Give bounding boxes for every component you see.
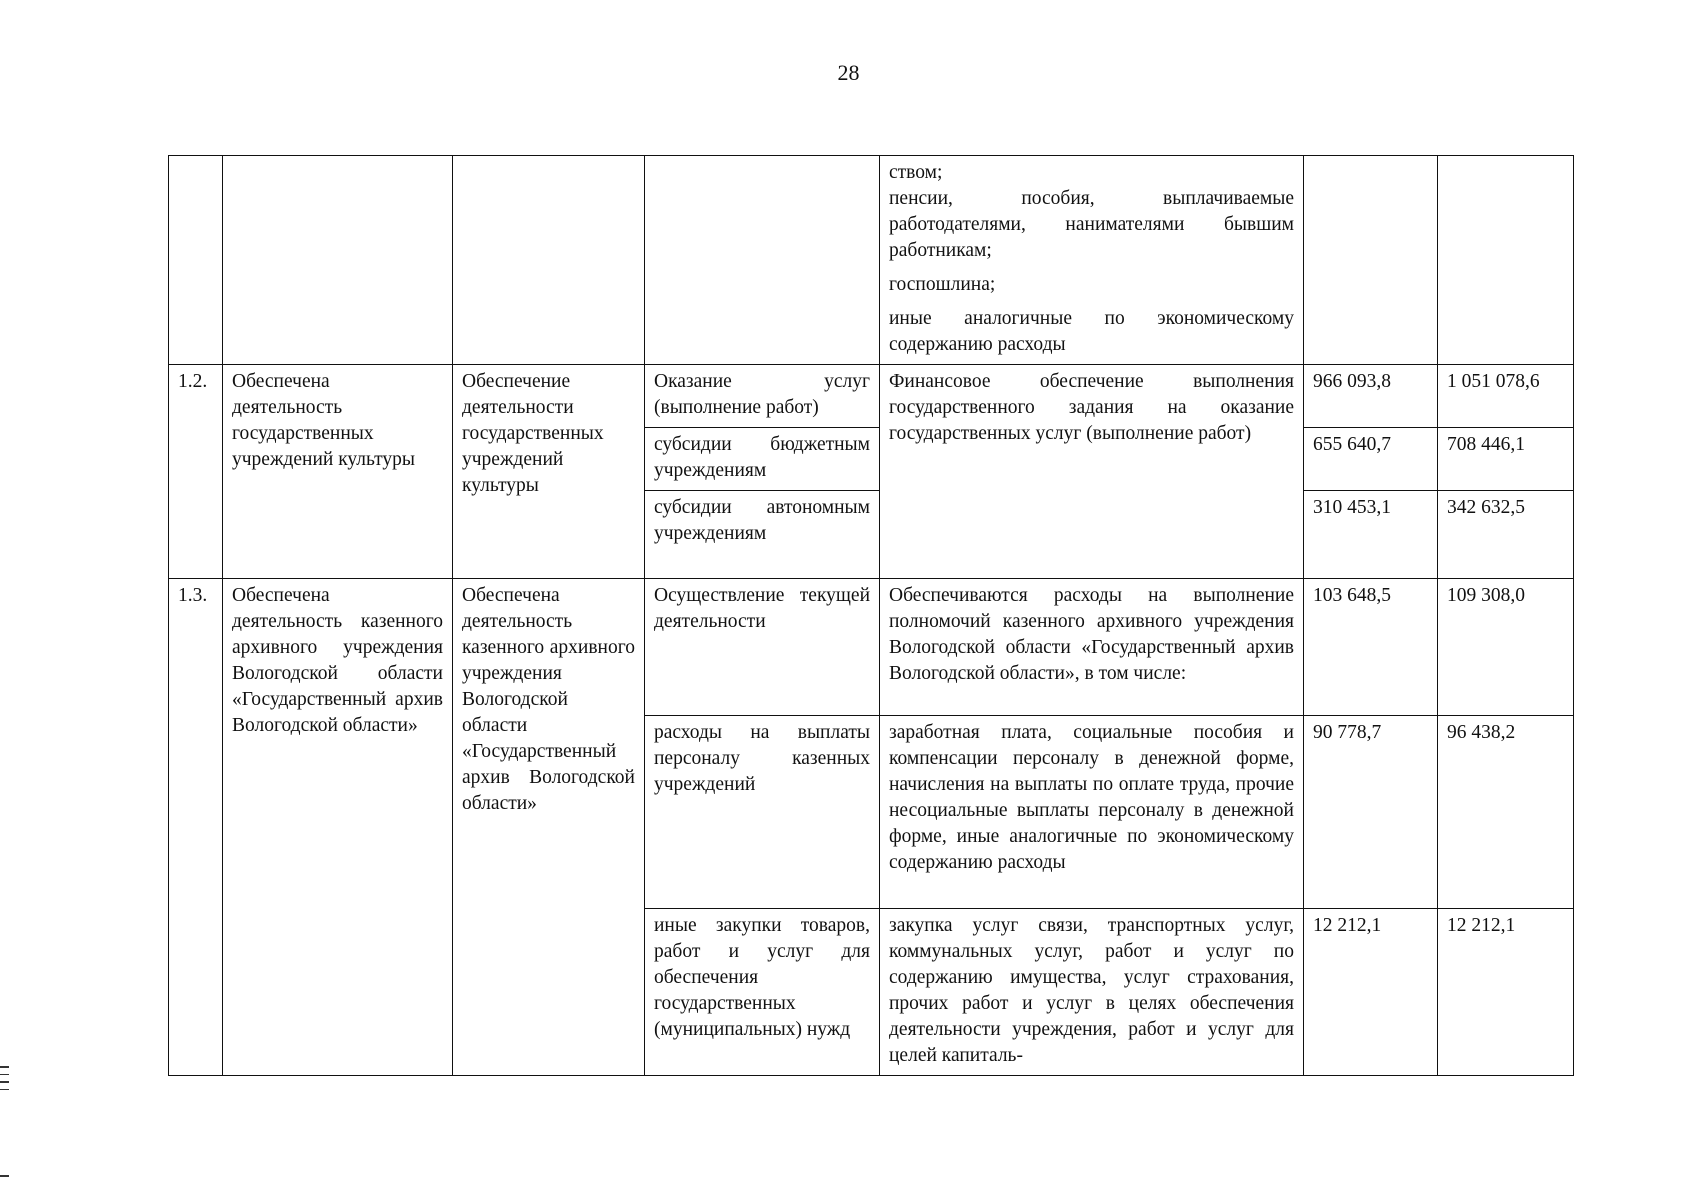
cell-amount-1 <box>1304 156 1438 365</box>
cell-amount-2: 342 632,5 <box>1438 491 1574 579</box>
cell-amount-1: 966 093,8 <box>1304 365 1438 428</box>
expense-line: пенсии, пособия, выплачиваемые работодателями, нанимателями бывшим работникам; <box>889 188 1294 261</box>
cell-task: Обеспечена деятельность казенного архивного учреждения Вологодской области «Государственный архив Вологодской области» <box>453 579 645 1076</box>
cell-expense: Обеспечиваются расходы на выполнение полномочий казенного архивного учреждения Вологодской области «Государственный архив Вологодской области», в том числе: <box>880 579 1304 716</box>
expense-line: госпошлина; <box>889 274 996 295</box>
cell-result: Обеспечена деятельность казенного архивного учреждения Вологодской области «Государственный архив Вологодской области» <box>223 579 453 1076</box>
budget-table <box>168 155 1574 1076</box>
cell-result: Обеспечена деятельность государственных учреждений культуры <box>223 365 453 579</box>
scan-edge-marks <box>0 1066 9 1096</box>
table-row <box>169 156 1574 365</box>
cell-direction: иные закупки товаров, работ и услуг для обеспечения государственных (муниципальных) нужд <box>645 909 880 1076</box>
cell-amount-2: 708 446,1 <box>1438 428 1574 491</box>
expense-line: ством; <box>889 162 943 183</box>
cell-task: Обеспечение деятельности государственных учреждений культуры <box>453 365 645 579</box>
expense-line: иные аналогичные по экономическому содержанию расходы <box>889 308 1294 355</box>
cell-task <box>453 156 645 365</box>
cell-amount-2 <box>1438 156 1574 365</box>
cell-amount-1: 12 212,1 <box>1304 909 1438 1076</box>
cell-direction: Осуществление текущей деятельности <box>645 579 880 716</box>
cell-expense <box>880 156 1304 365</box>
cell-amount-1: 310 453,1 <box>1304 491 1438 579</box>
scan-edge-dash <box>0 1175 9 1177</box>
cell-amount-2: 109 308,0 <box>1438 579 1574 716</box>
cell-direction: расходы на выплаты персоналу казенных учреждений <box>645 716 880 909</box>
table-row <box>169 579 1574 716</box>
cell-amount-2: 96 438,2 <box>1438 716 1574 909</box>
cell-amount-2: 1 051 078,6 <box>1438 365 1574 428</box>
cell-amount-1: 103 648,5 <box>1304 579 1438 716</box>
cell-expense: заработная плата, социальные пособия и компенсации персоналу в денежной форме, начисления на выплаты по оплате труда, прочие несоциальные выплаты персоналу в денежной форме, иные аналогичные по экономическому содержанию расходы <box>880 716 1304 909</box>
scan-mark <box>0 1089 9 1091</box>
cell-expense: закупка услуг связи, транспортных услуг, коммунальных услуг, работ и услуг по содержанию имущества, услуг страхования, прочих работ и услуг в целях обеспечения деятельности учреждения, работ и услуг для целей капиталь- <box>880 909 1304 1076</box>
page-number: 28 <box>837 60 860 85</box>
cell-num <box>169 156 223 365</box>
cell-direction <box>645 156 880 365</box>
table-row <box>169 365 1574 428</box>
scan-mark <box>0 1066 9 1068</box>
cell-direction: Оказание услуг (выполнение работ) <box>645 365 880 428</box>
cell-amount-2: 12 212,1 <box>1438 909 1574 1076</box>
cell-amount-1: 655 640,7 <box>1304 428 1438 491</box>
scan-mark <box>0 1081 9 1083</box>
cell-expense: Финансовое обеспечение выполнения государственного задания на оказание государственных услуг (выполнение работ) <box>880 365 1304 579</box>
row-number: 1.2. <box>169 365 223 579</box>
cell-direction: субсидии бюджетным учреждениям <box>645 428 880 491</box>
cell-result <box>223 156 453 365</box>
scan-mark <box>0 1074 9 1076</box>
row-number: 1.3. <box>169 579 223 1076</box>
cell-direction: субсидии автономным учреждениям <box>645 491 880 579</box>
cell-amount-1: 90 778,7 <box>1304 716 1438 909</box>
